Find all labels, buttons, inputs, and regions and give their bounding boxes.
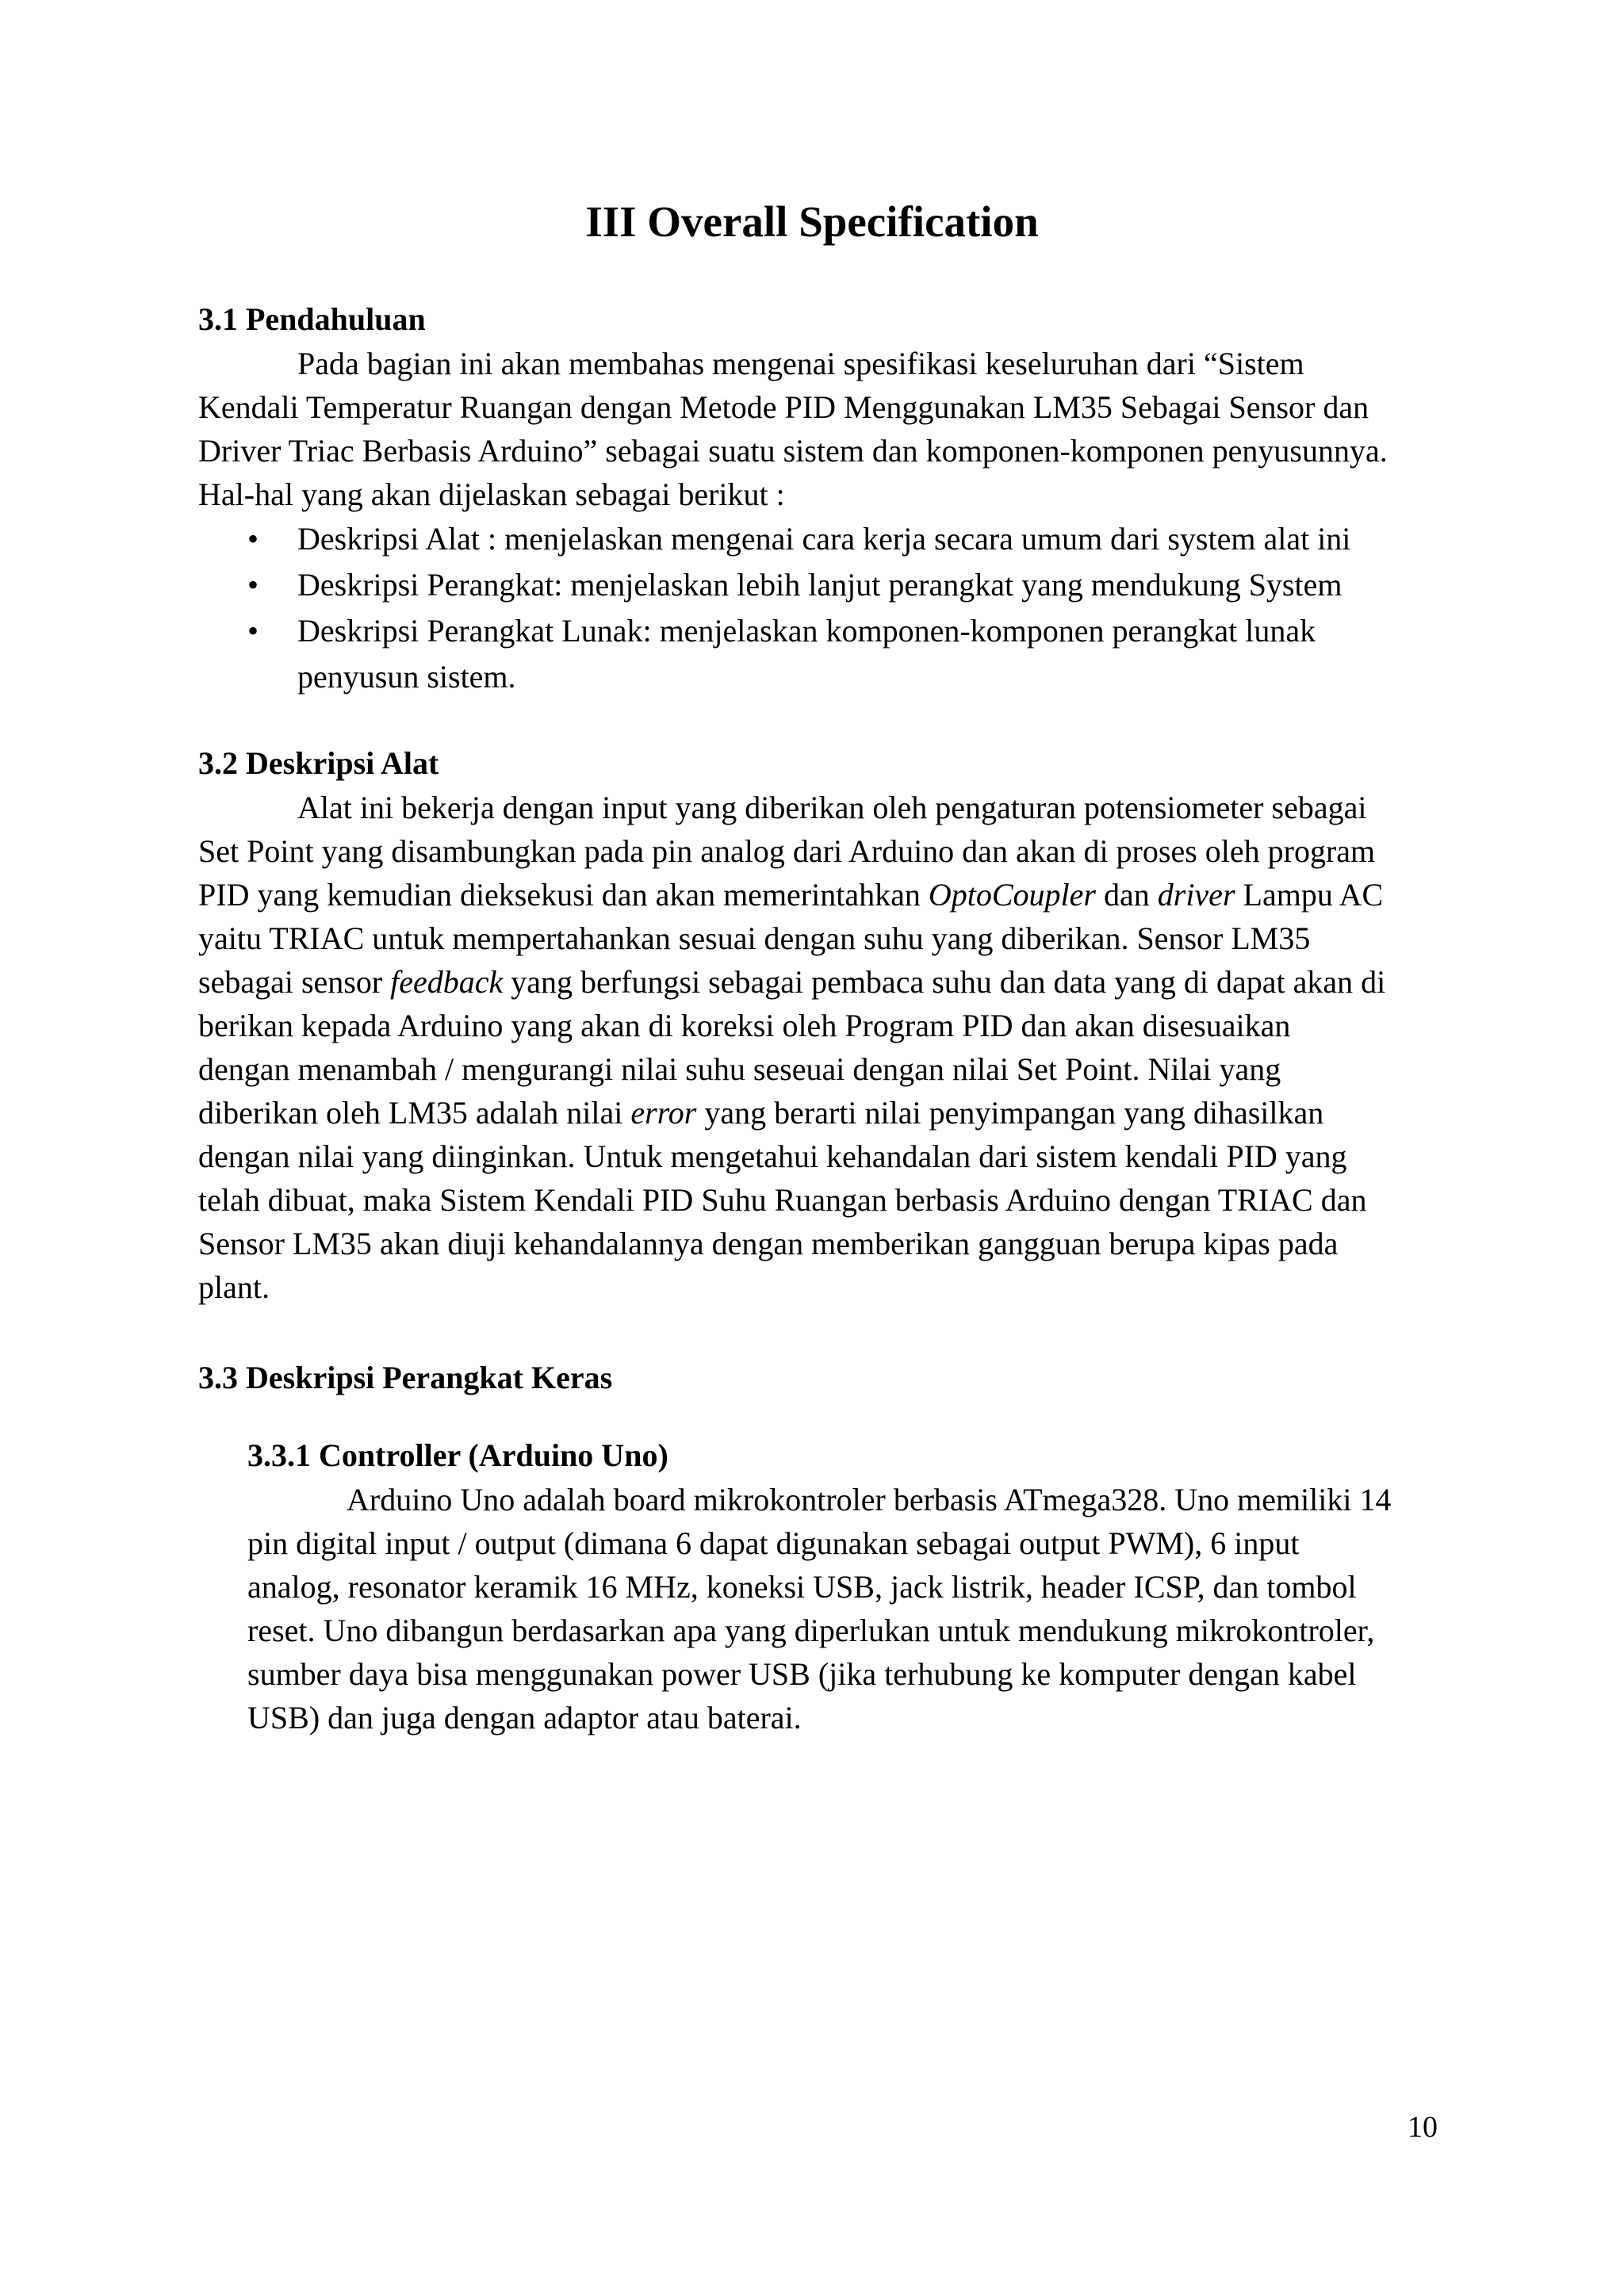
paragraph-controller [247, 1478, 1453, 1739]
bullet-icon: • [247, 567, 259, 603]
paragraph-line: reset. Uno dibangun berdasarkan apa yang diperlukan untuk mendukung mikrokontroler, [247, 1613, 1375, 1648]
list-item [198, 608, 1451, 700]
section-heading-3-2: 3.2 Deskripsi Alat [198, 745, 439, 781]
italic-term-driver: driver [1157, 877, 1235, 913]
paragraph-line [198, 960, 1451, 1004]
paragraph-line: berikan kepada Arduino yang akan di koreksi oleh Program PID dan akan disesuaikan [198, 1008, 1291, 1043]
list-item [198, 562, 1451, 608]
paragraph-pendahuluan [198, 342, 1451, 516]
paragraph-line: Arduino Uno adalah board mikrokontroler berbasis ATmega328. Uno memiliki 14 [347, 1482, 1392, 1517]
paragraph-line: analog, resonator keramik 16 MHz, koneksi USB, jack listrik, header ICSP, dan tombol [247, 1569, 1357, 1605]
text-run: Lampu AC [1235, 877, 1384, 913]
paragraph-line: sumber daya bisa menggunakan power USB (jika terhubung ke komputer dengan kabel [247, 1656, 1357, 1692]
list-item-text: Deskripsi Perangkat: menjelaskan lebih lanjut perangkat yang mendukung System [297, 567, 1342, 603]
italic-term-feedback: feedback [390, 964, 504, 1000]
bullet-list [198, 516, 1451, 700]
chapter-title: III Overall Specification [585, 197, 1039, 246]
bullet-icon: • [247, 521, 259, 557]
paragraph-line [198, 873, 1451, 916]
paragraph-line: dengan nilai yang diinginkan. Untuk mengetahui kehandalan dari sistem kendali PID yang [198, 1138, 1347, 1174]
list-item [198, 516, 1451, 562]
paragraph-line: Kendali Temperatur Ruangan dengan Metode PID Menggunakan LM35 Sebagai Sensor dan [198, 389, 1369, 425]
paragraph-line: Sensor LM35 akan diuji kehandalannya dengan memberikan gangguan berupa kipas pada [198, 1226, 1339, 1261]
page-number: 10 [1408, 2110, 1438, 2144]
list-item-text: Deskripsi Alat : menjelaskan mengenai cara kerja secara umum dari system alat ini [297, 521, 1351, 557]
paragraph-line [198, 1091, 1451, 1135]
paragraph-line: Set Point yang disambungkan pada pin analog dari Arduino dan akan di proses oleh program [198, 833, 1376, 869]
list-item-text: Deskripsi Perangkat Lunak: menjelaskan komponen-komponen perangkat lunak [297, 613, 1316, 649]
paragraph-line: plant. [198, 1269, 270, 1305]
section-deskripsi-alat [198, 741, 1451, 1309]
paragraph-line: Alat ini bekerja dengan input yang diberikan oleh pengaturan potensiometer sebagai [297, 790, 1367, 825]
text-run: diberikan oleh LM35 adalah nilai [198, 1095, 631, 1131]
section-perangkat-keras [198, 1356, 1451, 1400]
section-pendahuluan [198, 297, 1451, 700]
section-heading-3-1: 3.1 Pendahuluan [198, 301, 426, 337]
text-run: yang berarti nilai penyimpangan yang dihasilkan [696, 1095, 1324, 1131]
paragraph-line: yaitu TRIAC untuk mempertahankan sesuai dengan suhu yang diberikan. Sensor LM35 [198, 920, 1311, 956]
paragraph-line: dengan menambah / mengurangi nilai suhu seseuai dengan nilai Set Point. Nilai yang [198, 1051, 1281, 1087]
paragraph-line: telah dibuat, maka Sistem Kendali PID Suhu Ruangan berbasis Arduino dengan TRIAC dan [198, 1182, 1367, 1218]
paragraph-line: Driver Triac Berbasis Arduino” sebagai suatu sistem dan komponen-komponen penyusunnya. [198, 433, 1388, 469]
list-item-text: penyusun sistem. [297, 659, 516, 695]
subsection-heading-3-3-1: 3.3.1 Controller (Arduino Uno) [247, 1437, 668, 1473]
italic-term-error: error [630, 1095, 697, 1131]
section-heading-3-3: 3.3 Deskripsi Perangkat Keras [198, 1360, 613, 1395]
italic-term-optocoupler: OptoCoupler [928, 877, 1096, 913]
paragraph-line: Hal-hal yang akan dijelaskan sebagai berikut : [198, 476, 785, 512]
text-run: yang berfungsi sebagai pembaca suhu dan data yang di dapat akan di [503, 964, 1386, 1000]
paragraph-line: pin digital input / output (dimana 6 dapat digunakan sebagai output PWM), 6 input [247, 1525, 1300, 1561]
paragraph-line: Pada bagian ini akan membahas mengenai spesifikasi keseluruhan dari “Sistem [297, 346, 1304, 381]
paragraph-line: USB) dan juga dengan adaptor atau baterai. [247, 1700, 802, 1735]
bullet-icon: • [247, 613, 259, 649]
text-run: sebagai sensor [198, 964, 391, 1000]
text-run: PID yang kemudian dieksekusi dan akan memerintahkan [198, 877, 929, 913]
text-run: dan [1095, 877, 1158, 913]
paragraph-deskripsi-alat [198, 786, 1451, 1309]
subsection-controller [247, 1433, 1453, 1739]
